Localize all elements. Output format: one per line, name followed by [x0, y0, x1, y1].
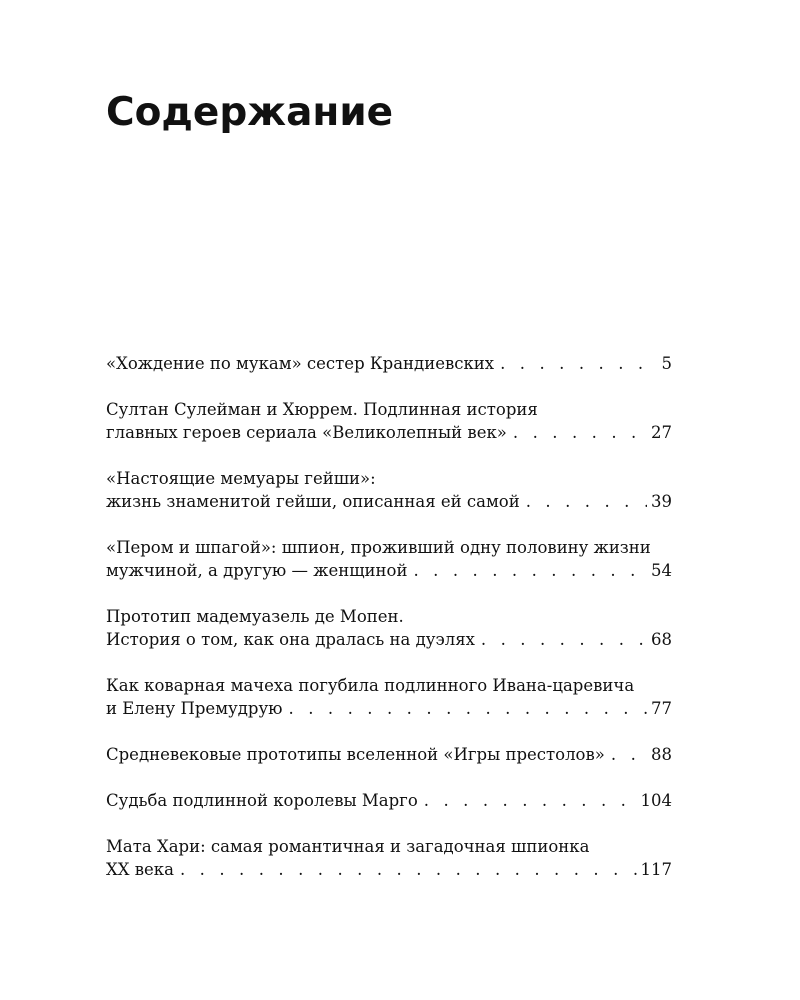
toc-entry-title: XX века	[106, 860, 174, 879]
toc-entry[interactable]	[106, 398, 672, 444]
toc-line	[106, 398, 672, 421]
toc-line	[106, 835, 672, 858]
toc-entry-title: «Пером и шпагой»: шпион, проживший одну половину жизни	[106, 538, 651, 557]
dot-leader	[413, 559, 647, 582]
toc-entry-title: Судьба подлинной королевы Марго	[106, 791, 418, 810]
toc-entry[interactable]	[106, 536, 672, 582]
toc-page-number: 54	[651, 561, 672, 580]
toc-line	[106, 559, 672, 582]
toc-entry-title: Прототип мадемуазель де Мопен.	[106, 607, 404, 626]
toc-line	[106, 467, 672, 490]
table-of-contents	[106, 352, 672, 904]
toc-line	[106, 421, 672, 444]
toc-entry[interactable]	[106, 605, 672, 651]
toc-line	[106, 490, 672, 513]
toc-line	[106, 858, 672, 881]
toc-entry-title: Средневековые прототипы вселенной «Игры престолов»	[106, 745, 605, 764]
toc-page-number: 68	[651, 630, 672, 649]
toc-page-number: 117	[640, 860, 672, 879]
toc-entry-title: мужчиной, а другую — женщиной	[106, 561, 408, 580]
toc-page-number: 77	[651, 699, 672, 718]
toc-page-number: 39	[651, 492, 672, 511]
toc-entry-title: «Настоящие мемуары гейши»:	[106, 469, 376, 488]
dot-leader	[424, 789, 637, 812]
toc-line	[106, 789, 672, 812]
toc-line	[106, 605, 672, 628]
toc-line	[106, 674, 672, 697]
page-title: Содержание	[106, 90, 394, 135]
toc-page-number: 5	[661, 354, 672, 373]
dot-leader	[180, 858, 637, 881]
toc-entry-title: Мата Хари: самая романтичная и загадочная шпионка	[106, 837, 590, 856]
toc-entry[interactable]	[106, 743, 672, 766]
toc-entry[interactable]	[106, 352, 672, 375]
dot-leader	[481, 628, 647, 651]
dot-leader	[526, 490, 647, 513]
toc-entry-title: Как коварная мачеха погубила подлинного Ивана-царевича	[106, 676, 635, 695]
toc-entry-title: История о том, как она дралась на дуэлях	[106, 630, 475, 649]
toc-page-number: 88	[651, 745, 672, 764]
toc-entry[interactable]	[106, 789, 672, 812]
toc-line	[106, 743, 672, 766]
toc-entry-title: главных героев сериала «Великолепный век»	[106, 423, 507, 442]
toc-line	[106, 628, 672, 651]
toc-entry[interactable]	[106, 835, 672, 881]
toc-entry-title: «Хождение по мукам» сестер Крандиевских	[106, 354, 495, 373]
toc-line	[106, 536, 672, 559]
toc-entry[interactable]	[106, 467, 672, 513]
toc-entry[interactable]	[106, 674, 672, 720]
dot-leader	[289, 697, 647, 720]
toc-entry-title: и Елену Премудрую	[106, 699, 283, 718]
toc-page-number: 104	[640, 791, 672, 810]
dot-leader	[611, 743, 647, 766]
toc-line	[106, 352, 672, 375]
dot-leader	[513, 421, 647, 444]
dot-leader	[500, 352, 657, 375]
toc-line	[106, 697, 672, 720]
toc-entry-title: жизнь знаменитой гейши, описанная ей самой	[106, 492, 520, 511]
toc-page-number: 27	[651, 423, 672, 442]
toc-entry-title: Султан Сулейман и Хюррем. Подлинная история	[106, 400, 538, 419]
